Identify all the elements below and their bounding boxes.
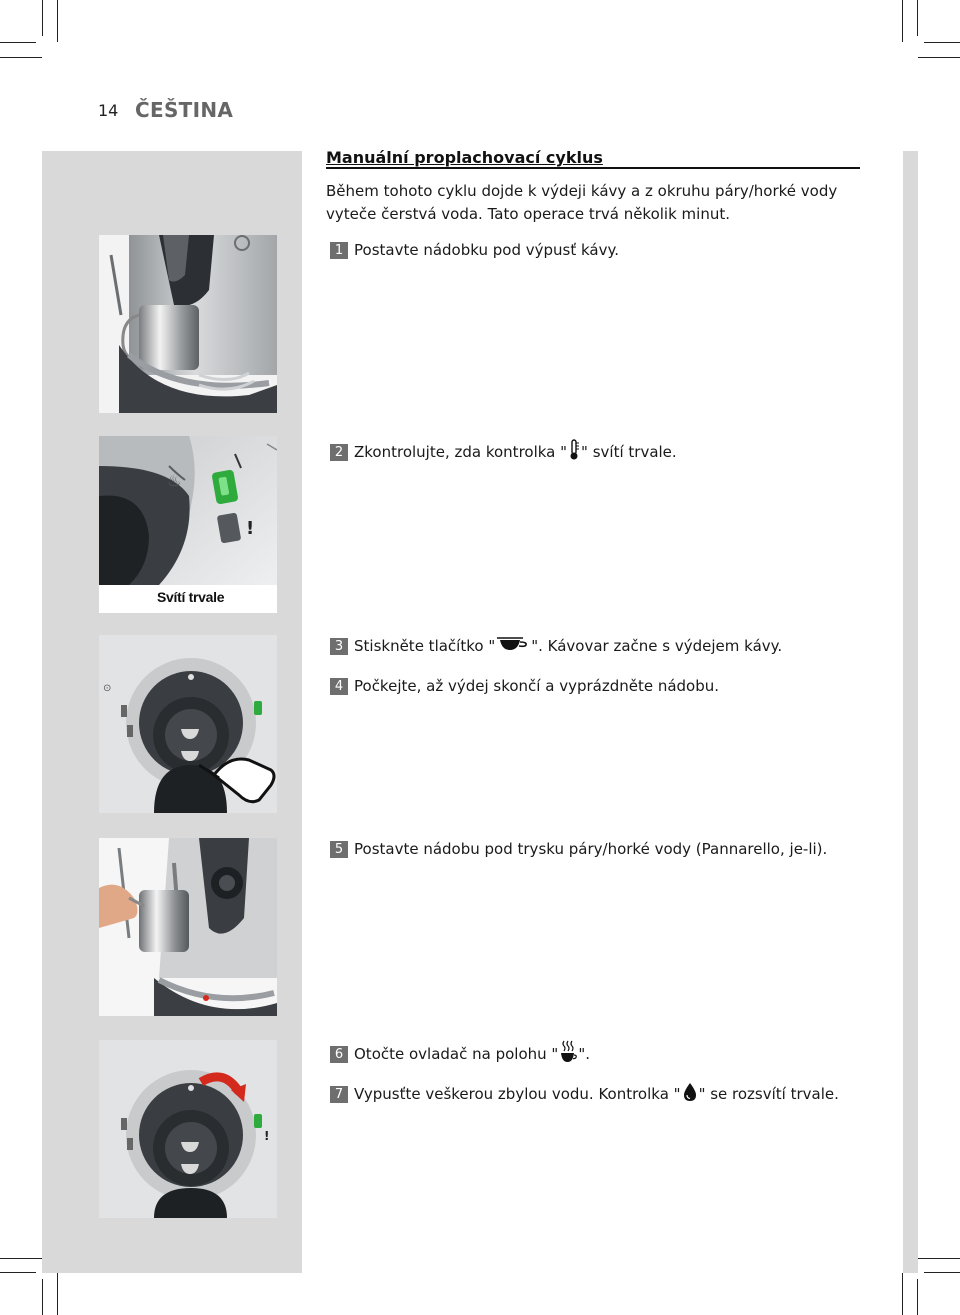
step-text-after: " svítí trvale. — [581, 443, 677, 461]
crop-mark — [902, 1273, 903, 1315]
step-number: 4 — [330, 678, 348, 695]
step-text-after: ". — [578, 1045, 590, 1063]
svg-text:♨: ♨ — [167, 471, 182, 490]
coffee-cup-icon — [496, 636, 530, 656]
photo-jug-under-coffee-spout — [99, 235, 277, 413]
crop-mark — [924, 42, 960, 43]
step-text-before: Stiskněte tlačítko " — [354, 637, 496, 655]
crop-mark — [924, 1272, 960, 1273]
crop-mark — [57, 1273, 58, 1315]
photo-indicator-lit — [99, 436, 277, 585]
photo-caption — [99, 585, 277, 613]
step-1 — [330, 241, 619, 259]
step-number: 1 — [330, 242, 348, 259]
step-text-after: ". Kávovar začne s výdejem kávy. — [531, 637, 783, 655]
svg-text:!: ! — [246, 518, 255, 539]
step-2 — [330, 439, 677, 465]
crop-mark — [902, 0, 903, 42]
step-4 — [330, 677, 719, 695]
crop-mark — [57, 0, 58, 42]
crop-mark — [917, 1279, 918, 1315]
photo-press-coffee-button — [99, 635, 277, 813]
crop-mark — [42, 1279, 43, 1315]
crop-mark — [0, 42, 36, 43]
step-6 — [330, 1040, 590, 1068]
photo-jug-under-steam-wand — [99, 838, 277, 1016]
page-number: 14 — [98, 101, 119, 120]
water-drop-icon — [682, 1082, 698, 1106]
crop-mark — [0, 1258, 42, 1259]
svg-text:!: ! — [264, 1129, 270, 1143]
crop-mark — [0, 57, 42, 58]
step-text: Postavte nádobku pod výpusť kávy. — [354, 241, 619, 259]
step-text: Počkejte, až výdej skončí a vyprázdněte nádobu. — [354, 677, 720, 695]
thermometer-icon — [568, 439, 580, 465]
right-margin-strip — [903, 151, 918, 1273]
hot-water-icon — [559, 1040, 577, 1068]
step-number: 6 — [330, 1046, 348, 1063]
photo-turn-knob — [99, 1040, 277, 1218]
step-5 — [330, 840, 827, 858]
step-text-before: Otočte ovladač na polohu " — [354, 1045, 559, 1063]
crop-mark — [0, 1272, 36, 1273]
step-3 — [330, 636, 782, 656]
section-intro: Během tohoto cyklu dojde k výdeji kávy a z okruhu páry/horké vody vyteče čerstvá voda. Tato operace trvá několik minut. — [326, 182, 838, 223]
step-text-after: " se rozsvítí trvale. — [698, 1085, 839, 1103]
page-language: ČEŠTINA — [135, 98, 234, 122]
step-number: 5 — [330, 841, 348, 858]
section-title: Manuální proplachovací cyklus — [326, 148, 603, 167]
crop-mark — [917, 0, 918, 36]
step-text: Postavte nádobu pod trysku páry/horké vody (Pannarello, je-li). — [354, 840, 828, 858]
crop-mark — [918, 57, 960, 58]
crop-mark — [918, 1258, 960, 1259]
crop-mark — [42, 0, 43, 36]
step-number: 2 — [330, 444, 348, 461]
photo-caption-text: Svítí trvale — [157, 589, 225, 605]
svg-text:⊙: ⊙ — [103, 683, 112, 694]
step-7 — [330, 1082, 839, 1106]
section-divider — [326, 167, 860, 169]
step-number: 3 — [330, 638, 348, 655]
step-number: 7 — [330, 1086, 348, 1103]
step-text-before: Vypusťte veškerou zbylou vodu. Kontrolka " — [354, 1085, 681, 1103]
step-text-before: Zkontrolujte, zda kontrolka " — [354, 443, 568, 461]
